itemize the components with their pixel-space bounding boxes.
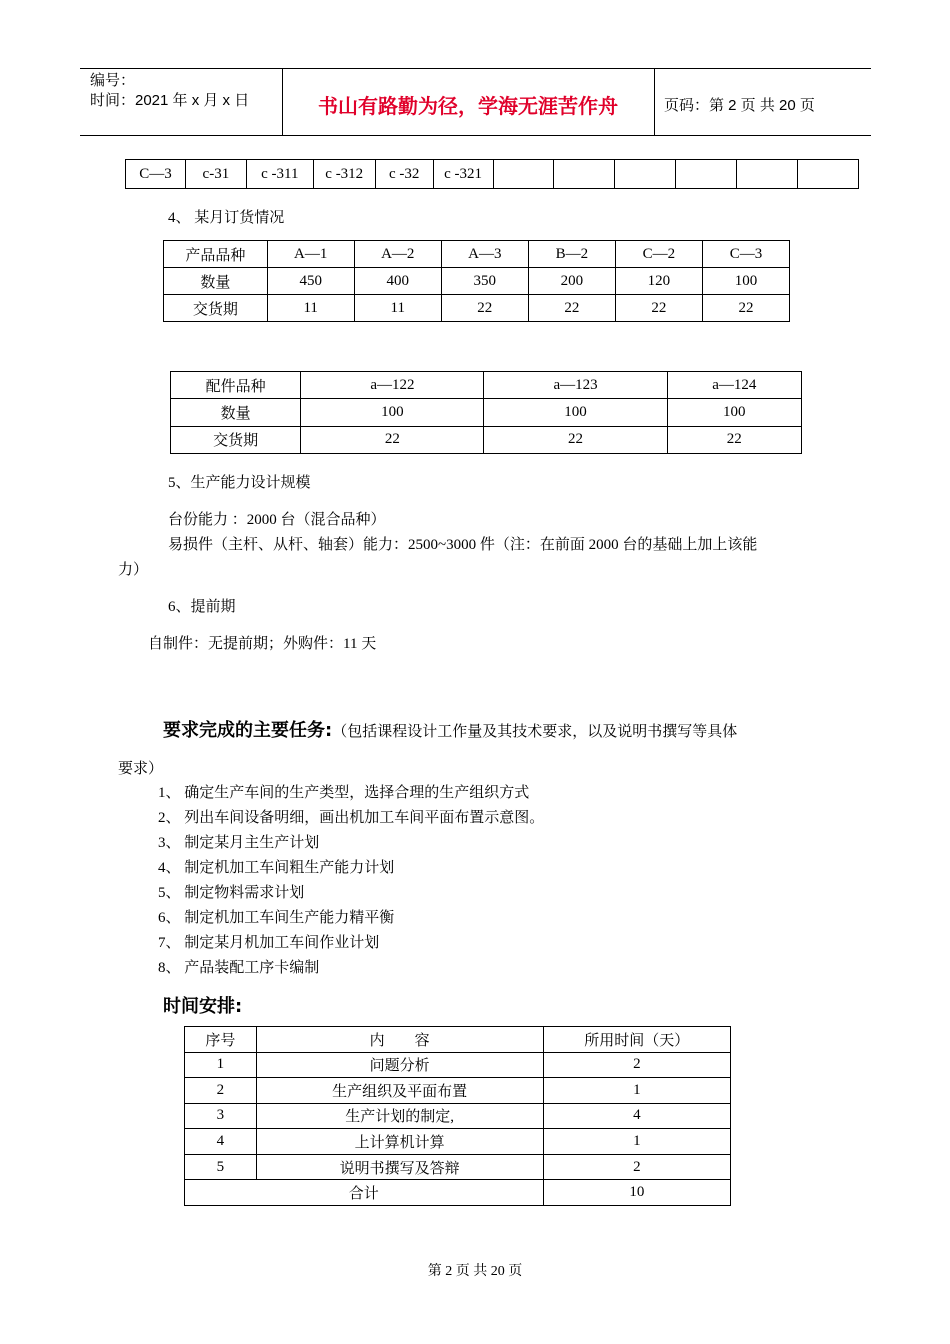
task-item: 5、 制定物料需求计划 — [158, 885, 305, 901]
section-5-line: 易损件（主杆、从杆、轴套）能力：2500~3000 件（注：在前面 2000 台的基础上加上该能 — [168, 537, 758, 553]
table-cell: B—2 — [528, 241, 615, 268]
table-row — [164, 295, 790, 322]
table-cell: 2 — [185, 1078, 257, 1104]
table-cell: 11 — [354, 295, 441, 322]
table-cell: A—2 — [354, 241, 441, 268]
table-row — [185, 1027, 731, 1053]
table-cell: a—122 — [301, 372, 484, 399]
table-cell: c -312 — [313, 160, 375, 189]
task-item: 6、 制定机加工车间生产能力精平衡 — [158, 910, 395, 926]
table-cell: 2 — [543, 1154, 730, 1180]
table-cell: 22 — [301, 426, 484, 453]
table-cell: c -32 — [375, 160, 433, 189]
table-row — [171, 372, 802, 399]
table-row — [171, 399, 802, 426]
table-cell: 100 — [484, 399, 667, 426]
table-cell — [493, 160, 554, 189]
table-cell: A—3 — [441, 241, 528, 268]
schedule-table — [184, 1026, 731, 1206]
table-cell: C—3 — [126, 160, 186, 189]
tasks-heading: 要求完成的主要任务: — [163, 720, 333, 741]
total-label-cell: 合计 — [185, 1180, 544, 1206]
table-cell: 100 — [702, 268, 789, 295]
section-5-title: 5、生产能力设计规模 — [168, 475, 311, 491]
table-cell: 交货期 — [164, 295, 268, 322]
table-cell: 4 — [185, 1129, 257, 1155]
table-cell: 1 — [185, 1052, 257, 1078]
table-row — [185, 1078, 731, 1104]
table-cell: 说明书撰写及答辩 — [256, 1154, 543, 1180]
table-header-cell: 所用时间（天） — [543, 1027, 730, 1053]
table-cell: c-31 — [185, 160, 246, 189]
table-row — [171, 426, 802, 453]
table-cell: 生产计划的制定, — [256, 1103, 543, 1129]
table-cell: 1 — [543, 1078, 730, 1104]
table-row — [164, 268, 790, 295]
header-top-rule — [80, 68, 871, 69]
table-cell: a—123 — [484, 372, 667, 399]
table-cell: 2 — [543, 1052, 730, 1078]
tasks-note: （包括课程设计工作量及其技术要求，以及说明书撰写等具体 — [332, 724, 738, 740]
table-cell: 22 — [615, 295, 702, 322]
table-cell: C—3 — [702, 241, 789, 268]
table-header-cell: 内 容 — [256, 1027, 543, 1053]
table-cell: 22 — [528, 295, 615, 322]
table-cell: 问题分析 — [256, 1052, 543, 1078]
table-cell: A—1 — [267, 241, 354, 268]
header-bottom-rule — [80, 135, 871, 136]
table-cell — [615, 160, 676, 189]
table-cell — [554, 160, 615, 189]
header-motto: 书山有路勤为径，学海无涯苦作舟 — [318, 94, 618, 118]
tasks-note-continued: 要求） — [118, 761, 164, 777]
table-cell: 数量 — [171, 399, 301, 426]
table-cell — [737, 160, 798, 189]
table-cell: a—124 — [667, 372, 801, 399]
table-row — [185, 1103, 731, 1129]
parts-code-row-table — [125, 159, 859, 189]
section-5-line: 力） — [118, 562, 149, 578]
page-footer: 第 2 页 共 20 页 — [427, 1264, 523, 1279]
table-cell: 100 — [667, 399, 801, 426]
table-row — [126, 160, 859, 189]
section-6-title: 6、提前期 — [168, 599, 236, 615]
table-cell: 22 — [484, 426, 667, 453]
table-cell — [676, 160, 737, 189]
table-cell: 1 — [543, 1129, 730, 1155]
header-number: 编号： — [90, 72, 136, 89]
table-cell: 4 — [543, 1103, 730, 1129]
table-row — [185, 1052, 731, 1078]
order-product-table — [163, 240, 790, 322]
table-cell: 生产组织及平面布置 — [256, 1078, 543, 1104]
table-row — [185, 1154, 731, 1180]
table-cell: 5 — [185, 1154, 257, 1180]
table-cell: 3 — [185, 1103, 257, 1129]
table-cell: c -321 — [433, 160, 493, 189]
table-cell: c -311 — [246, 160, 313, 189]
table-cell: 22 — [702, 295, 789, 322]
task-item: 2、 列出车间设备明细，画出机加工车间平面布置示意图。 — [158, 810, 545, 826]
section-5-line: 台份能力 ：2000 台（混合品种） — [168, 512, 386, 528]
order-parts-table — [170, 371, 802, 454]
table-cell: 120 — [615, 268, 702, 295]
header-divider — [654, 68, 655, 135]
task-item: 8、 产品装配工序卡编制 — [158, 960, 320, 976]
task-item: 3、 制定某月主生产计划 — [158, 835, 320, 851]
table-cell: 交货期 — [171, 426, 301, 453]
table-cell: 数量 — [164, 268, 268, 295]
table-header-cell: 序号 — [185, 1027, 257, 1053]
table-cell: 100 — [301, 399, 484, 426]
table-cell — [798, 160, 859, 189]
table-cell: 22 — [441, 295, 528, 322]
header-page-info: 页码：第 2 页 共 20 页 — [664, 97, 815, 114]
tasks-heading-line — [163, 716, 737, 742]
task-item: 7、 制定某月机加工车间作业计划 — [158, 935, 380, 951]
table-cell: 上计算机计算 — [256, 1129, 543, 1155]
table-row — [164, 241, 790, 268]
table-cell: 200 — [528, 268, 615, 295]
total-value-cell: 10 — [543, 1180, 730, 1206]
task-item: 1、 确定生产车间的生产类型，选择合理的生产组织方式 — [158, 785, 530, 801]
table-cell: 产品品种 — [164, 241, 268, 268]
table-cell: 350 — [441, 268, 528, 295]
header-time: 时间：2021 年 x 月 x 日 — [90, 92, 250, 109]
table-row — [185, 1180, 731, 1206]
table-cell: C—2 — [615, 241, 702, 268]
section-4-title: 4、 某月订货情况 — [168, 210, 285, 226]
schedule-heading: 时间安排: — [163, 996, 243, 1017]
section-6-line: 自制件：无提前期；外购件：11 天 — [148, 636, 377, 652]
table-cell: 22 — [667, 426, 801, 453]
table-cell: 11 — [267, 295, 354, 322]
task-item: 4、 制定机加工车间粗生产能力计划 — [158, 860, 395, 876]
table-cell: 配件品种 — [171, 372, 301, 399]
table-cell: 450 — [267, 268, 354, 295]
table-cell: 400 — [354, 268, 441, 295]
table-row — [185, 1129, 731, 1155]
